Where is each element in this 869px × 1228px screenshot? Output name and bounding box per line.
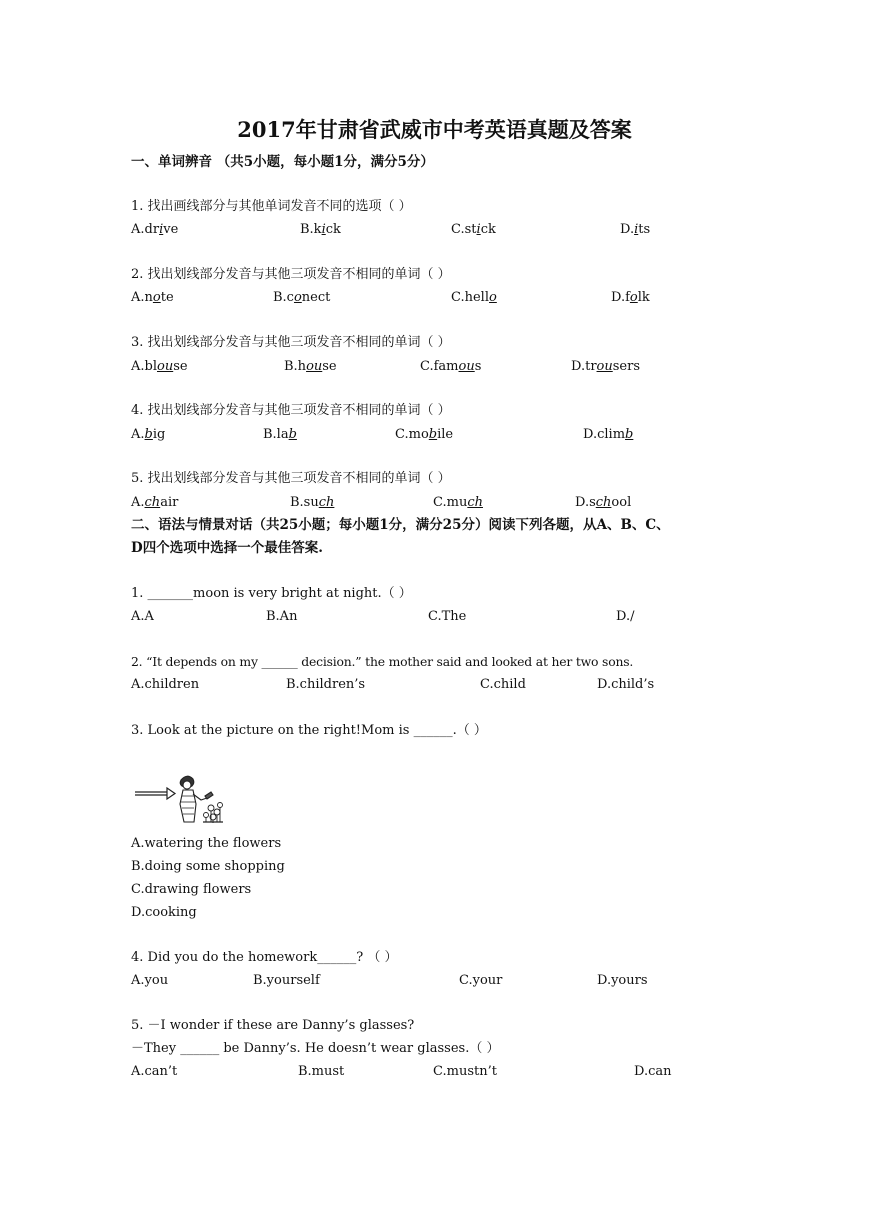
- option-b[interactable]: B.must: [298, 1064, 345, 1079]
- option-b[interactable]: [300, 222, 341, 238]
- option-prefix: A.dr: [131, 222, 160, 237]
- option-a[interactable]: A.watering the flowers: [131, 836, 282, 851]
- option-b[interactable]: B.doing some shopping: [131, 859, 285, 874]
- underlined-letters: b: [625, 427, 634, 442]
- option-prefix: A.: [131, 495, 145, 510]
- question-stem: 5. 找出划线部分发音与其他三项发音不相同的单词（ ）: [131, 471, 451, 486]
- arrow-right-icon: [135, 788, 175, 799]
- option-c[interactable]: C.child: [480, 677, 526, 692]
- flowers: [203, 803, 223, 824]
- option-c[interactable]: [451, 222, 496, 238]
- underlined-letters: ou: [596, 359, 613, 374]
- option-a[interactable]: [131, 290, 174, 306]
- option-suffix: ts: [638, 222, 651, 237]
- option-prefix: C.hell: [451, 290, 489, 305]
- option-d[interactable]: [571, 359, 640, 375]
- option-a[interactable]: A.A: [131, 609, 154, 624]
- option-prefix: B.su: [290, 495, 319, 510]
- option-c[interactable]: C.drawing flowers: [131, 882, 252, 897]
- option-d[interactable]: D.yours: [597, 973, 648, 988]
- option-b[interactable]: [263, 427, 297, 443]
- option-d[interactable]: D.cooking: [131, 905, 197, 920]
- option-a[interactable]: [131, 495, 178, 511]
- option-b[interactable]: [290, 495, 334, 511]
- question-stem: 3. 找出划线部分发音与其他三项发音不相同的单词（ ）: [131, 335, 451, 350]
- option-d[interactable]: D.child’s: [597, 677, 655, 692]
- option-a[interactable]: A.can’t: [131, 1064, 178, 1079]
- underlined-letters: b: [428, 427, 438, 442]
- underlined-letters: o: [152, 290, 161, 305]
- option-prefix: C.mu: [433, 495, 468, 510]
- question-stem: 3. Look at the picture on the right!Mom is ______.（ ）: [131, 723, 487, 738]
- option-prefix: B.la: [263, 427, 289, 442]
- option-suffix: ool: [611, 495, 632, 510]
- option-a[interactable]: A.children: [131, 677, 200, 692]
- option-d[interactable]: [575, 495, 631, 511]
- mother-watering-flowers-illustration: [133, 772, 225, 824]
- option-d[interactable]: D.can: [634, 1064, 672, 1079]
- option-b[interactable]: B.An: [266, 609, 298, 624]
- option-suffix: ile: [437, 427, 454, 442]
- underlined-letters: ou: [306, 359, 323, 374]
- option-a[interactable]: [131, 427, 165, 443]
- option-d[interactable]: [611, 290, 650, 306]
- option-d[interactable]: D./: [616, 609, 635, 624]
- underlined-letters: i: [159, 222, 164, 237]
- option-b[interactable]: [273, 290, 330, 306]
- section-2-heading-cont: D四个选项中选择一个最佳答案.: [131, 540, 323, 556]
- option-c[interactable]: [395, 427, 453, 443]
- section-2-heading: 二、语法与情景对话（共25小题；每小题1分，满分25分）阅读下列各题，从A、B、C、: [131, 517, 670, 533]
- underlined-letters: ch: [467, 495, 483, 510]
- question-stem: 4. Did you do the homework______? （ ）: [131, 950, 398, 965]
- question-stem: 1. _______moon is very bright at night.（ ）: [131, 586, 412, 601]
- option-suffix: nect: [301, 290, 331, 305]
- option-prefix: C.st: [451, 222, 477, 237]
- option-prefix: A.bl: [131, 359, 157, 374]
- option-c[interactable]: C.your: [459, 973, 503, 988]
- option-suffix: ve: [163, 222, 179, 237]
- option-suffix: ck: [325, 222, 341, 237]
- underlined-letters: i: [321, 222, 326, 237]
- option-prefix: B.c: [273, 290, 294, 305]
- option-prefix: D.s: [575, 495, 596, 510]
- underlined-letters: ou: [157, 359, 174, 374]
- option-prefix: D.: [620, 222, 635, 237]
- option-c[interactable]: [451, 290, 497, 306]
- option-c[interactable]: [420, 359, 481, 375]
- option-suffix: s: [474, 359, 482, 374]
- option-prefix: D.f: [611, 290, 630, 305]
- page-title: 2017年甘肃省武威市中考英语真题及答案: [237, 117, 632, 142]
- option-a[interactable]: [131, 359, 188, 375]
- underlined-letters: o: [629, 290, 638, 305]
- question-stem: 1. 找出画线部分与其他单词发音不同的选项（ ）: [131, 199, 412, 214]
- option-prefix: A.n: [131, 290, 153, 305]
- underlined-letters: ou: [458, 359, 475, 374]
- underlined-letters: ch: [318, 495, 335, 510]
- underlined-letters: ch: [144, 495, 161, 510]
- option-suffix: ck: [480, 222, 496, 237]
- underlined-letters: ch: [595, 495, 612, 510]
- option-b[interactable]: [284, 359, 337, 375]
- underlined-letters: o: [489, 290, 497, 305]
- option-prefix: B.h: [284, 359, 307, 374]
- option-suffix: se: [173, 359, 188, 374]
- option-suffix: se: [322, 359, 337, 374]
- option-b[interactable]: B.yourself: [253, 973, 320, 988]
- option-a[interactable]: [131, 222, 178, 238]
- question-stem: 5. －I wonder if these are Danny’s glasses?: [131, 1018, 415, 1033]
- option-prefix: A.: [131, 427, 145, 442]
- underlined-letters: b: [144, 427, 153, 442]
- underlined-letters: o: [293, 290, 302, 305]
- option-b[interactable]: B.children’s: [286, 677, 366, 692]
- section-1-heading: 一、单词辨音 （共5小题，每小题1分，满分5分）: [131, 154, 434, 170]
- option-d[interactable]: [583, 427, 633, 443]
- question-stem: 2. “It depends on my ______ decision.” the mother said and looked at her two sons.: [131, 654, 634, 669]
- option-c[interactable]: [433, 495, 483, 511]
- question-stem: 4. 找出划线部分发音与其他三项发音不相同的单词（ ）: [131, 403, 451, 418]
- option-a[interactable]: A.you: [131, 973, 169, 988]
- option-suffix: sers: [612, 359, 640, 374]
- option-d[interactable]: [620, 222, 650, 238]
- option-prefix: B.k: [300, 222, 322, 237]
- option-c[interactable]: C.The: [428, 609, 467, 624]
- underlined-letters: i: [476, 222, 481, 237]
- question-stem-cont: －They ______ be Danny’s. He doesn’t wear glasses.（ ）: [131, 1041, 500, 1056]
- option-suffix: lk: [637, 290, 650, 305]
- option-prefix: D.tr: [571, 359, 597, 374]
- option-suffix: te: [160, 290, 174, 305]
- underlined-letters: i: [634, 222, 639, 237]
- underlined-letters: b: [288, 427, 297, 442]
- option-suffix: ig: [152, 427, 166, 442]
- option-suffix: air: [160, 495, 179, 510]
- option-prefix: C.mo: [395, 427, 429, 442]
- question-stem: 2. 找出划线部分发音与其他三项发音不相同的单词（ ）: [131, 267, 451, 282]
- option-prefix: D.clim: [583, 427, 626, 442]
- option-prefix: C.fam: [420, 359, 459, 374]
- option-c[interactable]: C.mustn’t: [433, 1064, 497, 1079]
